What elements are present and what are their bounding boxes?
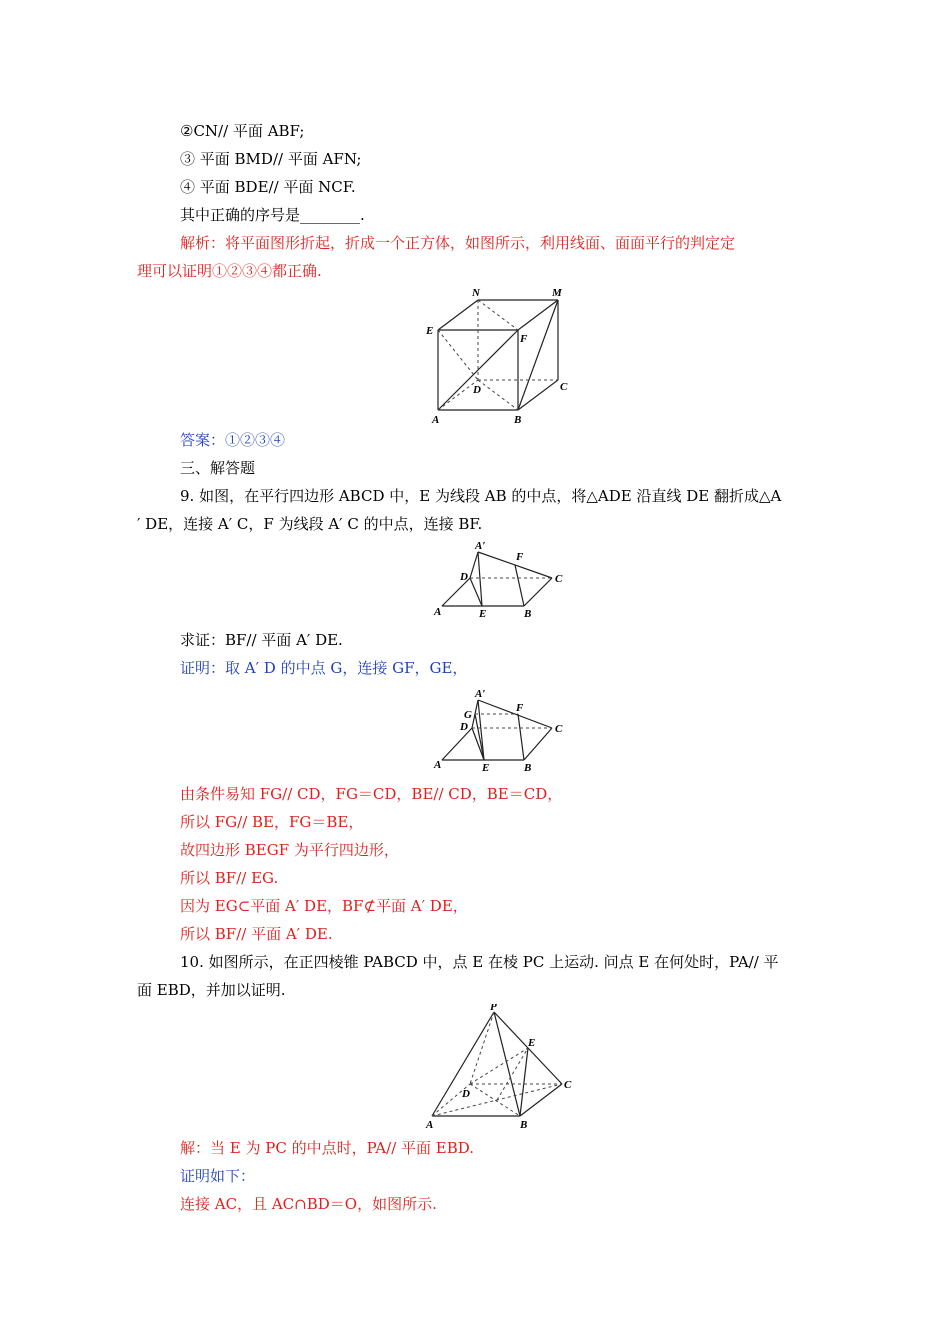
q9f2-label-E: E bbox=[482, 762, 490, 774]
q8-analysis-line2: 理可以证明①②③④都正确. bbox=[137, 262, 322, 280]
q10-stem-line1: 10. 如图所示，在正四棱锥 PABCD 中，点 E 在棱 PC 上运动. 问点 E 在何处时，PA// 平 bbox=[180, 953, 779, 971]
q9-proof-4: 所以 BF// EG. bbox=[180, 869, 279, 887]
q10-proof-head: 证明如下： bbox=[180, 1167, 256, 1185]
cube-label-F: F bbox=[520, 333, 528, 345]
q9f1-label-A1: A′ bbox=[475, 540, 486, 552]
q8-item-2: ②CN// 平面 ABF; bbox=[180, 122, 305, 140]
q9f2-label-A: A bbox=[434, 759, 442, 771]
q9f2-label-B: B bbox=[524, 762, 532, 774]
q10-label-C: C bbox=[564, 1079, 572, 1091]
cube-label-D: D bbox=[473, 384, 481, 396]
q9-prove: 求证：BF// 平面 A′ DE. bbox=[180, 631, 343, 649]
q9f2-label-F: F bbox=[516, 702, 524, 714]
q9f2-label-G: G bbox=[464, 709, 472, 721]
q10-label-E: E bbox=[528, 1037, 536, 1049]
q8-analysis-line1: 解析：将平面图形折起，折成一个正方体，如图所示，利用线面、面面平行的判定定 bbox=[180, 234, 736, 252]
q10-proof-1: 连接 AC，且 AC∩BD＝O，如图所示. bbox=[180, 1195, 437, 1213]
cube-label-E: E bbox=[426, 325, 434, 337]
q9-stem-line2: ′ DE，连接 A′ C，F 为线段 A′ C 的中点，连接 BF. bbox=[137, 515, 483, 533]
q9-stem-line1: 9. 如图，在平行四边形 ABCD 中，E 为线段 AB 的中点，将△ADE 沿直线 DE 翻折成△A bbox=[180, 487, 782, 505]
q9f1-label-D: D bbox=[460, 571, 468, 583]
q8-prompt: 其中正确的序号是________. bbox=[180, 206, 365, 224]
q10-solution: 解：当 E 为 PC 的中点时，PA// 平面 EBD. bbox=[180, 1139, 475, 1157]
q10-figure bbox=[420, 1004, 580, 1134]
q9-proof-1: 由条件易知 FG// CD，FG＝CD，BE// CD，BE＝CD， bbox=[180, 785, 563, 803]
q9f1-label-B: B bbox=[524, 608, 532, 618]
cube-label-A: A bbox=[432, 414, 440, 426]
q9f1-label-E: E bbox=[479, 608, 487, 618]
q9f1-label-F: F bbox=[516, 551, 524, 563]
q9-figure-2 bbox=[430, 684, 580, 774]
q9-proof-6: 所以 BF// 平面 A′ DE. bbox=[180, 925, 333, 943]
q8-item-3: ③ 平面 BMD// 平面 AFN; bbox=[180, 150, 362, 168]
q9-proof-2: 所以 FG// BE，FG＝BE， bbox=[180, 813, 364, 831]
q8-answer: 答案：①②③④ bbox=[180, 431, 286, 449]
q9-proof-5: 因为 EG⊂平面 A′ DE，BF⊄平面 A′ DE， bbox=[180, 897, 468, 915]
q10-label-P: P bbox=[490, 1004, 497, 1013]
cube-label-B: B bbox=[514, 414, 522, 426]
q9f1-label-C: C bbox=[555, 573, 563, 585]
q10-label-A: A bbox=[426, 1119, 434, 1131]
q9f2-label-C: C bbox=[555, 723, 563, 735]
q10-label-B: B bbox=[520, 1119, 528, 1131]
q9-figure-1 bbox=[430, 538, 580, 618]
cube-label-M: M bbox=[552, 287, 562, 299]
q8-item-4: ④ 平面 BDE// 平面 NCF. bbox=[180, 178, 356, 196]
section-heading: 三、解答题 bbox=[180, 459, 256, 477]
q9f1-label-A: A bbox=[434, 606, 442, 618]
q10-label-D: D bbox=[462, 1088, 470, 1100]
cube-label-C: C bbox=[560, 381, 568, 393]
cube-figure bbox=[420, 285, 570, 430]
q9f2-label-D: D bbox=[460, 721, 468, 733]
cube-label-N: N bbox=[472, 287, 480, 299]
q9-proof-3: 故四边形 BEGF 为平行四边形， bbox=[180, 841, 399, 859]
q9f2-label-A1: A′ bbox=[475, 688, 486, 700]
q9-proof-head: 证明：取 A′ D 的中点 G，连接 GF，GE， bbox=[180, 659, 468, 677]
q10-stem-line2: 面 EBD，并加以证明. bbox=[137, 981, 286, 999]
